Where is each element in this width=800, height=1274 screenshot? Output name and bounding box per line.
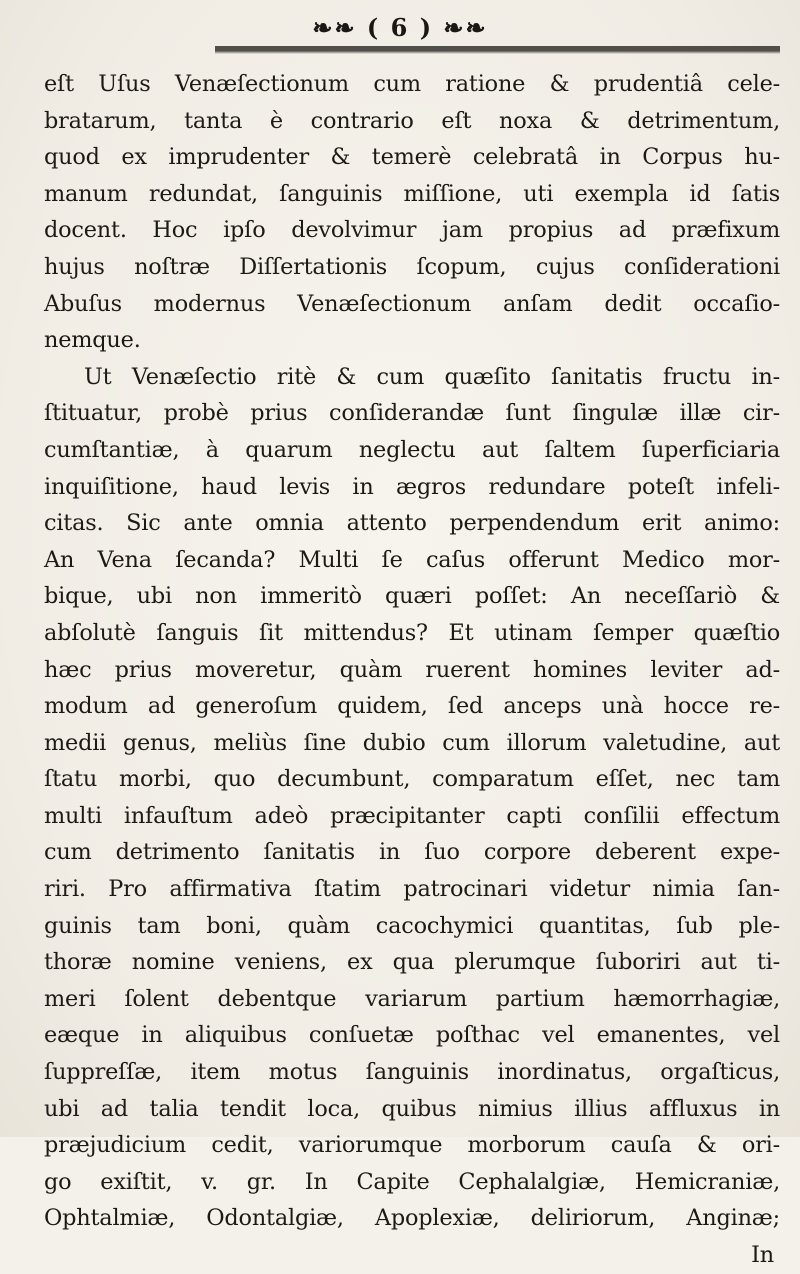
text-line: hujus noſtræ Diſſertationis ſcopum, cujus conſiderationi [44, 253, 780, 280]
text-line: docent. Hoc ipſo devolvimur jam propius ad præfixum [44, 217, 780, 244]
text-line: quod ex imprudenter & temerè celebratâ in Corpus hu- [44, 144, 780, 171]
text-line: riri. Pro affirmativa ſtatim patrocinari videtur nimia ſan- [44, 876, 780, 903]
text-line: cumſtantiæ, à quarum neglectu aut ſaltem ſuperficiaria [44, 436, 780, 463]
page-header [0, 8, 800, 48]
text-line: thoræ nomine veniens, ex qua plerumque ſuboriri aut ti- [44, 949, 780, 976]
text-line: guinis tam boni, quàm cacochymici quantitas, ſub ple- [44, 912, 780, 939]
text-line: ſtituatur, probè prius conſiderandæ ſunt ſingulæ illæ cir- [44, 400, 780, 427]
text-line: manum redundat, ſanguinis miſſione, uti exempla id ſatis [44, 180, 780, 207]
text-line: ſuppreſſæ, item motus ſanguinis inordinatus, orgaſticus, [44, 1059, 780, 1086]
text-line: bique, ubi non immeritò quæri poſſet: An neceſſariò & [44, 583, 780, 610]
body-text [44, 66, 780, 1274]
text-line: go exiſtit, v. gr. In Capite Cephalalgiæ, Hemicraniæ, [44, 1168, 780, 1195]
header-rule [215, 46, 780, 54]
text-line: abſolutè ſanguis ſit mittendus? Et utinam ſemper quæſtio [44, 619, 780, 646]
text-line: eſt Uſus Venæſectionum cum ratione & prudentiâ cele- [44, 71, 780, 97]
text-line: nemque. [44, 327, 141, 354]
text-line: medii genus, meliùs ſine dubio cum illorum valetudine, aut [44, 729, 780, 756]
text-line: præjudicium cedit, variorumque morborum cauſa & ori- [44, 1132, 780, 1159]
text-line: Ophtalmiæ, Odontalgiæ, Apoplexiæ, deliriorum, Anginæ; [44, 1205, 780, 1232]
text-line: meri ſolent debentque variarum partium hæmorrhagiæ, [44, 985, 780, 1012]
page-number-header: ❧❧ ( 6 ) ❧❧ [312, 13, 488, 42]
text-line: multi infauſtum adeò præcipitanter capti conſilii effectum [44, 802, 780, 829]
text-line: cum detrimento ſanitatis in ſuo corpore deberent expe- [44, 839, 780, 866]
text-line: citas. Sic ante omnia attento perpendendum erit animo: [44, 510, 780, 537]
text-line: eæque in aliquibus conſuetæ poſthac vel emanentes, vel [44, 1022, 780, 1049]
text-line: Ut Venæſectio ritè & cum quæſito ſanitatis fructu in- [84, 363, 780, 390]
text-line: In [751, 1242, 774, 1268]
text-line: inquiſitione, haud levis in ægros redundare poteſt infeli- [44, 473, 780, 500]
text-line: ubi ad talia tendit loca, quibus nimius illius affluxus in [44, 1095, 780, 1122]
text-line: An Vena ſecanda? Multi ſe caſus offerunt Medico mor- [44, 546, 780, 573]
text-line: hæc prius moveretur, quàm ruerent homines leviter ad- [44, 656, 780, 683]
text-line: bratarum, tanta è contrario eſt noxa & detrimentum, [44, 107, 780, 134]
text-line: Abuſus modernus Venæſectionum anſam dedit occaſio- [44, 290, 780, 317]
text-line: ſtatu morbi, quo decumbunt, comparatum eſſet, nec tam [44, 766, 780, 793]
text-line: modum ad generoſum quidem, ſed anceps unà hocce re- [44, 693, 780, 720]
